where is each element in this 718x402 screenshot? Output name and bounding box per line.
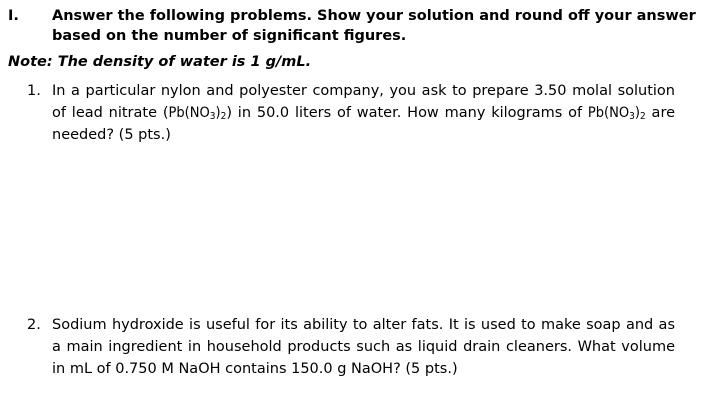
problem-text-part: In a particular nylon and polyester company, you ask to prepare 3.50 molal solution of lead nitrate ( (52, 83, 675, 121)
section-number: I. (8, 8, 19, 24)
formula-base: Pb(NO (168, 105, 210, 121)
section-heading (8, 6, 698, 46)
problem-item (27, 314, 675, 380)
density-note: Note: The density of water is 1 g/mL. (8, 54, 312, 70)
problem-text (52, 80, 675, 146)
section-instruction: Answer the following problems. Show your solution and round off your answer based on the number of significant figures. (52, 8, 696, 44)
chemical-formula (169, 105, 227, 121)
problem-item (27, 80, 675, 146)
chemical-formula (588, 105, 646, 121)
formula-subscript: 3 (209, 111, 216, 122)
problem-text: Sodium hydroxide is useful for its ability to alter fats. It is used to make soap and as a main ingredient in household products such as liquid drain cleaners. What volume in mL of 0.750 M NaOH contains 150.0 g NaOH? (5 pts.) (52, 317, 675, 377)
problem-text-part: are needed? (5 pts.) (52, 105, 676, 143)
formula-close: ) (634, 105, 640, 121)
formula-subscript: 3 (629, 111, 635, 122)
formula-subscript: 2 (220, 111, 227, 122)
problem-text-part: ) in 50.0 liters of water. How many kilograms of (226, 105, 588, 121)
problem-number: 2. (27, 317, 41, 333)
problem-number: 1. (27, 83, 41, 99)
formula-subscript: 2 (640, 111, 646, 122)
formula-base: Pb(NO (587, 105, 630, 121)
formula-close: ) (215, 105, 221, 121)
